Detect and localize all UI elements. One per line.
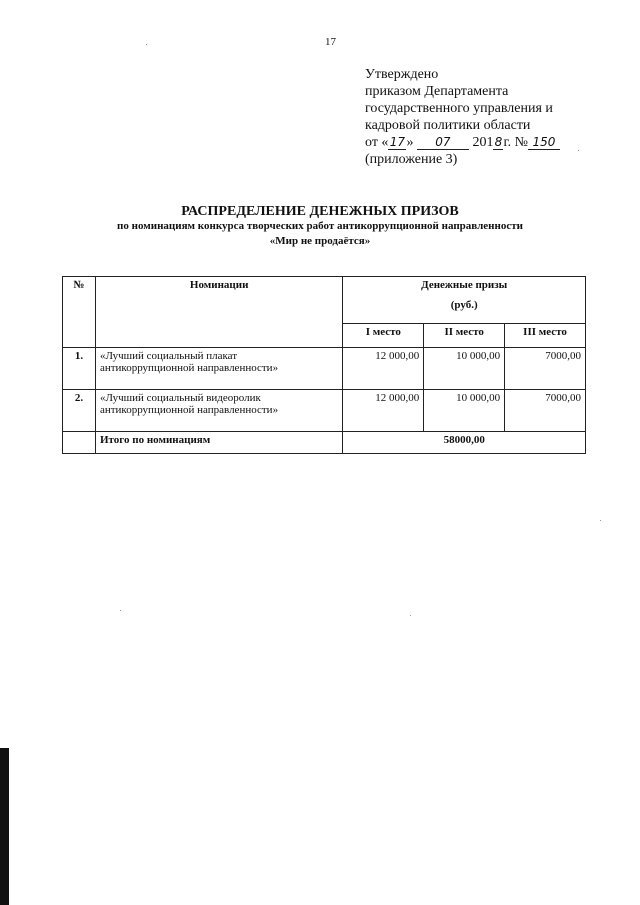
header-prizes-label: Денежные призы xyxy=(421,279,508,291)
row-nomination-line-1: «Лучший социальный видеоролик xyxy=(99,392,261,404)
approval-line-2: приказом Департамента xyxy=(365,84,509,99)
scan-speck xyxy=(578,150,579,151)
approval-line-3: государственного управления и xyxy=(365,101,553,116)
document-subtitle-contest: «Мир не продаётся» xyxy=(269,235,371,247)
total-value: 58000,00 xyxy=(343,432,586,454)
date-mid: » xyxy=(406,135,414,150)
total-label: Итого по номинациям xyxy=(95,432,342,454)
document-title: РАСПРЕДЕЛЕНИЕ ДЕНЕЖНЫХ ПРИЗОВ xyxy=(181,204,459,219)
total-blank-cell xyxy=(63,432,96,454)
document-subtitle: по номинациям конкурса творческих работ антикоррупционной направленности xyxy=(117,220,523,232)
approval-block xyxy=(365,66,560,168)
approval-line-4: кадровой политики области xyxy=(365,118,531,133)
row-prize-1: 12 000,00 xyxy=(343,390,424,432)
scan-speck xyxy=(410,615,411,616)
header-place-2: II место xyxy=(424,324,505,348)
scan-speck xyxy=(146,44,147,45)
table-header-row xyxy=(63,277,586,324)
row-prize-3: 7000,00 xyxy=(505,348,586,390)
row-prize-1: 12 000,00 xyxy=(343,348,424,390)
row-nomination xyxy=(95,348,342,390)
table-row xyxy=(63,390,586,432)
scan-edge-bar xyxy=(0,748,9,905)
row-nomination-line-2: антикоррупционной направленности» xyxy=(99,362,279,374)
date-number: 150 xyxy=(528,136,560,150)
row-nomination xyxy=(95,390,342,432)
row-number: 1. xyxy=(63,348,96,390)
date-number-prefix: г. № xyxy=(503,135,528,150)
date-year-prefix: 201 xyxy=(472,135,494,150)
date-year-digit: 8 xyxy=(494,135,503,149)
page-number: 17 xyxy=(325,36,336,48)
approval-date-line xyxy=(365,134,560,151)
row-prize-3: 7000,00 xyxy=(505,390,586,432)
row-number: 2. xyxy=(63,390,96,432)
prize-table xyxy=(62,276,586,454)
row-nomination-line-1: «Лучший социальный плакат xyxy=(99,350,238,362)
table-total-row xyxy=(63,432,586,454)
date-prefix: от « xyxy=(365,135,389,150)
header-place-3: III место xyxy=(505,324,586,348)
date-month: 07 xyxy=(417,136,469,150)
header-number: № xyxy=(63,277,96,348)
date-day: 17 xyxy=(389,135,406,149)
header-nominations: Номинации xyxy=(95,277,342,348)
row-prize-2: 10 000,00 xyxy=(424,390,505,432)
header-prizes-unit: (руб.) xyxy=(450,299,478,311)
row-nomination-line-2: антикоррупционной направленности» xyxy=(99,404,279,416)
scan-speck xyxy=(120,610,121,611)
header-place-1: I место xyxy=(343,324,424,348)
scan-speck xyxy=(600,520,601,521)
row-prize-2: 10 000,00 xyxy=(424,348,505,390)
header-prizes xyxy=(343,277,586,324)
approval-line-1: Утверждено xyxy=(365,67,439,82)
appendix-note: (приложение 3) xyxy=(365,152,458,167)
table-row xyxy=(63,348,586,390)
